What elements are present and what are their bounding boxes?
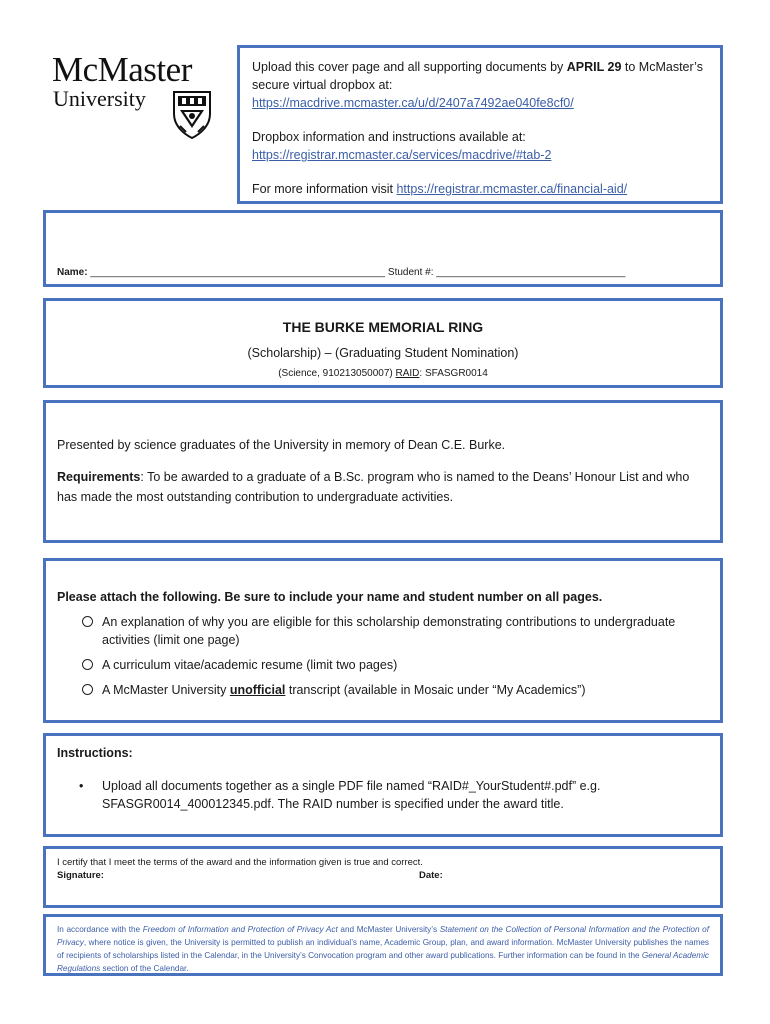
presented-by-text: Presented by science graduates of the University in memory of Dean C.E. Burke. (57, 438, 506, 452)
attachments-box (43, 558, 723, 723)
name-field[interactable]: _____________________________________________________ (87, 267, 386, 278)
circle-bullet-icon (82, 659, 93, 670)
signature-row (57, 869, 709, 882)
requirements-text: Requirements: To be awarded to a graduate of a B.Sc. program who is named to the Deans’ Honour List and who has made the most outstanding contribution to undergraduate activities. (57, 470, 690, 504)
more-info-text: For more information visit https://registrar.mcmaster.ca/financial-aid/ (252, 182, 628, 196)
mcmaster-logo (52, 52, 222, 142)
list-item: A McMaster University unofficial transcript (available in Mosaic under “My Academics”) (57, 681, 709, 699)
name-student-row (57, 267, 625, 278)
certify-text: I certify that I meet the terms of the award and the information given is true and correct. (57, 857, 423, 868)
list-item: A curriculum vitae/academic resume (limit two pages) (57, 656, 709, 674)
student-number-label: Student #: (385, 267, 437, 278)
dropbox-info-text: Dropbox information and instructions available at: https://registrar.mcmaster.ca/services/macdrive/#tab-2 (252, 130, 552, 162)
upload-info-box (237, 45, 723, 204)
award-title-box (43, 298, 723, 388)
name-label: Name: (57, 267, 88, 278)
award-title: THE BURKE MEMORIAL RING (282, 319, 484, 335)
student-info-box (43, 210, 723, 287)
student-number-field[interactable]: __________________________________ (436, 267, 626, 278)
award-subtitle: (Scholarship) – (Graduating Student Nomination) (247, 346, 519, 360)
dropbox-link[interactable]: https://macdrive.mcmaster.ca/u/d/2407a7492ae040fe8cf0/ (252, 96, 574, 110)
deadline: APRIL 29 (566, 60, 622, 74)
privacy-notice-box: In accordance with the Freedom of Information and Protection of Privacy Act and McMaster University’s Statement on the Collection of Personal Information and the Protection of Privacy, where notice is given, the University is permitted to publish an individual’s name, Academic Group, plan, and award information. McMaster University publishes the names of recipients of scholarships listed in the Calendar, in the University’s Convocation program and other award publications. Further information can be found in the General Academic Regulations section of the Calendar. (43, 914, 723, 976)
signature-label: Signature: (57, 870, 104, 881)
certification-box (43, 846, 723, 908)
attach-heading: Please attach the following. Be sure to include your name and student number on all pages. (57, 590, 603, 604)
award-description-box (43, 400, 723, 543)
list-item: • Upload all documents together as a single PDF file named “RAID#_YourStudent#.pdf” e.g. SFASGR0014_400012345.pdf. The RAID number is specified under the award title. (79, 779, 601, 811)
bullet-icon: • (79, 779, 84, 793)
upload-deadline-text: Upload this cover page and all supporting documents by APRIL 29 to McMaster’s secure virtual dropbox at: https://macdrive.mcmaster.ca/u/d/2407a7492ae040fe8cf0/ (252, 60, 703, 110)
date-label: Date: (419, 870, 443, 881)
financial-aid-link[interactable]: https://registrar.mcmaster.ca/financial-aid/ (396, 182, 628, 196)
crest-icon (170, 88, 214, 140)
instructions-heading: Instructions: (57, 746, 133, 760)
award-raid: (Science, 910213050007) RAID: SFASGR0014 (278, 368, 488, 379)
circle-bullet-icon (82, 616, 93, 627)
logo-wordmark: McMaster (52, 50, 192, 89)
circle-bullet-icon (82, 684, 93, 695)
list-item: An explanation of why you are eligible for this scholarship demonstrating contributions to undergraduate activities (limit one page) (57, 613, 709, 649)
instructions-box (43, 733, 723, 837)
logo-university: University (53, 86, 146, 111)
macdrive-instructions-link[interactable]: https://registrar.mcmaster.ca/services/macdrive/#tab-2 (252, 148, 552, 162)
